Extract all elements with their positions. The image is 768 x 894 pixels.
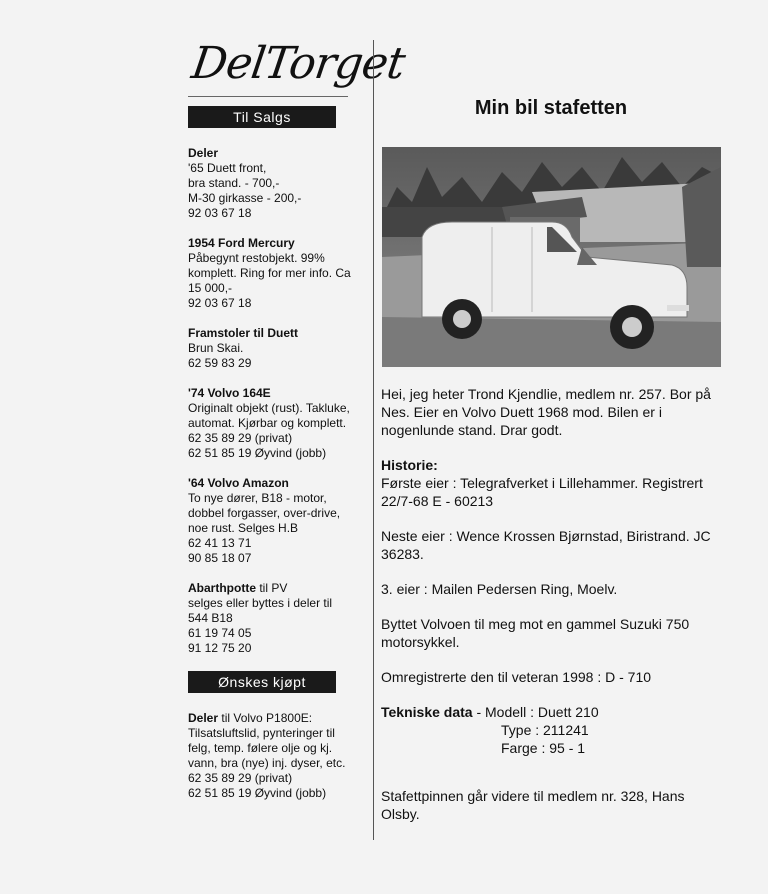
history-trade: Byttet Volvoen til meg mot en gammel Suzuki 750 motorsykkel. [381,616,690,650]
ad-title-bold: Framstoler til Duett [188,326,299,340]
spacer [381,757,721,787]
classified-ad [188,581,364,656]
ad-title [188,581,364,596]
ad-line: M-30 girkasse - 200,- [188,191,302,205]
ad-title [188,476,364,491]
article-headline: Min bil stafetten [474,97,628,119]
left-column [188,38,408,816]
logo-rule [188,96,348,97]
ad-line: 62 51 85 19 Øyvind (jobb) [188,446,327,460]
volvo-duett-photo [382,147,721,367]
history-next-owner: Neste eier : Wence Krossen Bjørnstad, Biristrand. JC 36283. [381,528,711,562]
ad-title-bold: '74 Volvo 164E [188,386,271,400]
classified-ad [188,326,364,371]
ad-line: Brun Skai. [188,341,244,355]
ad-title [188,146,364,161]
history-veteran: Omregistrerte den til veteran 1998 : D - 710 [381,669,652,685]
ad-title [188,386,364,401]
ad-line: 62 51 85 19 Øyvind (jobb) [188,786,327,800]
classified-ad [188,386,364,461]
ad-line: 62 59 83 29 [188,356,252,370]
ad-line: 92 03 67 18 [188,296,252,310]
ad-line: 62 35 89 29 (privat) [188,771,293,785]
ad-line: 92 03 67 18 [188,206,252,220]
ad-line: 15 000,- [188,281,233,295]
wanted-ads [188,711,364,801]
ad-title-bold: 1954 Ford Mercury [188,236,295,250]
tech-heading: Tekniske data [381,704,473,720]
ad-title-bold: '64 Volvo Amazon [188,476,289,490]
ad-line: 544 B18 [188,611,233,625]
ad-title-rest: til Volvo P1800E: [218,711,313,725]
classified-ad [188,711,364,801]
history-third-owner: 3. eier : Mailen Pedersen Ring, Moelv. [381,581,618,597]
ad-line: selges eller byttes i deler til [188,596,333,610]
ad-title-rest: til PV [256,581,288,595]
ad-line: noe rust. Selges H.B [188,521,299,535]
ad-line: dobbel forgasser, over-drive, [188,506,341,520]
tech-type: Type : 211241 [501,722,589,738]
ad-line: 91 12 75 20 [188,641,252,655]
ad-title-bold: Deler [188,146,219,160]
ad-line: To nye dører, B18 - motor, [188,491,327,505]
section-header-wanted: Ønskes kjøpt [188,671,336,693]
ad-title-bold: Abarthpotte [188,581,256,595]
ad-line: Originalt objekt (rust). Takluke, [188,401,350,415]
tech-model-line [381,703,721,721]
ad-line: vann, bra (nye) inj. dyser, etc. [188,756,346,770]
history-first-owner: Første eier : Telegrafverket i Lillehammer. Registrert 22/7-68 E - 60213 [381,475,703,509]
ad-title [188,326,364,341]
ad-line: Tilsatsluftslid, pynteringer til [188,726,335,740]
ad-line: bra stand. - 700,- [188,176,280,190]
ad-line: '65 Duett front, [188,161,267,175]
ad-line: Påbegynt restobjekt. 99% [188,251,325,265]
right-column [381,96,721,822]
ad-line: felg, temp. følere olje og kj. [188,741,333,755]
tech-model: - Modell : Duett 210 [472,704,599,720]
ad-line: 62 35 89 29 (privat) [188,431,293,445]
ad-line: komplett. Ring for mer info. Ca [188,266,351,280]
intro-paragraph: Hei, jeg heter Trond Kjendlie, medlem nr. 257. Bor på Nes. Eier en Volvo Duett 1968 mod. Bilen er i nogenlunde stand. Drar godt. [381,386,711,438]
ad-title [188,711,364,726]
article-body [381,385,721,840]
ad-line: 62 41 13 71 [188,536,252,550]
for-sale-ads [188,146,364,656]
ad-title [188,236,364,251]
ad-line: automat. Kjørbar og komplett. [188,416,347,430]
deltorget-logo: DelTorget [188,38,408,89]
classified-ad [188,146,364,221]
closing-paragraph: Stafettpinnen går videre til medlem nr. 328, Hans Olsby. [381,788,685,822]
section-header-for-sale: Til Salgs [188,106,336,128]
ad-line: 90 85 18 07 [188,551,252,565]
history-heading: Historie: [381,457,438,473]
ad-line: 61 19 74 05 [188,626,252,640]
ad-title-bold: Deler [188,711,219,725]
tech-color: Farge : 95 - 1 [501,740,586,756]
classified-ad [188,476,364,566]
classified-ad [188,236,364,311]
column-divider [373,40,374,840]
